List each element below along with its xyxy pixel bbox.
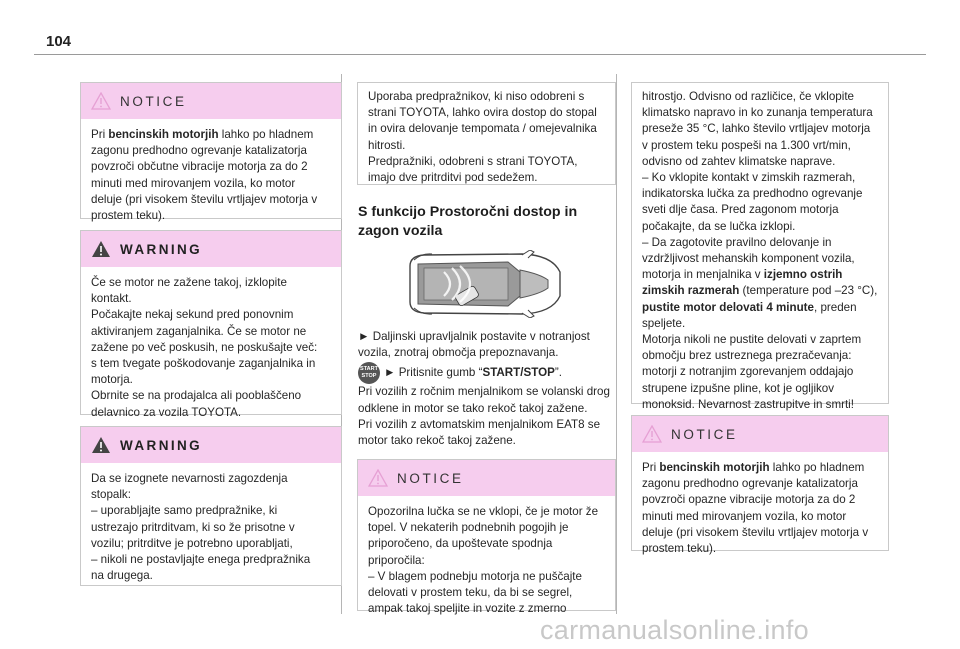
warning-text-line: Da se izognete nevarnosti zagozdenja <box>91 472 288 485</box>
notice-text-bold: bencinskih motorjih <box>659 461 770 474</box>
top-rule <box>34 54 926 55</box>
notice-continued-line: območju brez ustreznega prezračevanja: <box>642 349 852 363</box>
warning-header <box>81 231 341 267</box>
warning-text-line: motorja. <box>91 373 133 387</box>
warning-title: WARNING <box>120 437 203 453</box>
instruction-line: Pri vozilih z avtomatskim menjalnikom EAT8 se <box>358 417 601 431</box>
notice-text-line: zagonu predhodno ogrevanje katalizatorja <box>642 477 858 491</box>
notice-text-line: – V blagem podnebju motorja ne puščajte <box>368 569 582 583</box>
notice-text <box>358 496 615 617</box>
warning-text-line: delavnico za vozila TOYOTA. <box>91 405 242 419</box>
watermark: carmanualsonline.info <box>540 615 809 645</box>
warning-header <box>81 427 341 463</box>
section-title <box>358 203 577 241</box>
notice-continued-line: odvisno od zahtev klimatske naprave. <box>642 154 836 168</box>
notice-continued-line: hitrostjo. Odvisno od različice, če vklopite <box>642 90 854 103</box>
notice-continued-line: – Ko vklopite kontakt v zimskih razmerah, <box>642 171 856 185</box>
notice-text-prefix: Pri <box>642 461 660 474</box>
notice-triangle-icon <box>642 425 662 443</box>
warning-text-line: Počakajte nekaj sekund pred ponovnim <box>91 308 294 322</box>
instruction-step-2 <box>358 362 620 384</box>
mixed-bold: izjemno ostrih <box>763 268 843 282</box>
notice-text-line: topel. V nekaterih podnebnih pogojih je <box>368 521 569 535</box>
notice-continued-line <box>642 283 878 299</box>
notice-text-line: delovati v prostem teku, da bi se segrel, <box>368 586 573 600</box>
notice-continued-line: preseže 35 °C, lahko število vrtljajev motorja <box>642 122 871 136</box>
notice-header <box>358 460 615 496</box>
page-number: 104 <box>46 33 72 50</box>
warning-triangle-icon <box>91 240 111 258</box>
mixed-text: (temperature pod –23 °C), <box>739 284 878 298</box>
mixed-text: motorja in menjalnika v <box>642 268 764 282</box>
warning-text-line: kontakt. <box>91 292 132 306</box>
warning-text-line: na drugega. <box>91 569 153 583</box>
notice-text-line: lahko po hladnem <box>769 461 865 474</box>
stop-label: STOP <box>361 373 377 380</box>
section-title-line: S funkcijo Prostoročni dostop in <box>358 204 578 220</box>
notice-continued-text <box>632 83 888 413</box>
notice-header <box>81 83 341 119</box>
warning-box-1 <box>80 230 342 419</box>
instruction-line: motor tako rekoč takoj zažene. <box>358 434 516 448</box>
notice-text-line: deluje (pri visokem številu vrtljajev motorja v <box>91 192 318 206</box>
notice-continued-box <box>631 82 889 411</box>
notice-text-line: Opozorilna lučka se ne vklopi, če je motor že <box>368 505 599 518</box>
instruction-line: Pri vozilih z ročnim menjalnikom se volanski drog <box>358 385 610 399</box>
notice-text-line: minuti med mirovanjem vozila, ko motor <box>91 176 296 190</box>
floor-mats-box <box>357 82 616 185</box>
step-2-prefix: ► Pritisnite gumb “ <box>384 366 483 380</box>
floor-mats-line: Predpražniki, odobreni s strani TOYOTA, <box>368 154 578 168</box>
notice-text-line: minuti med mirovanjem vozila, ko motor <box>642 509 847 523</box>
mixed-text: , preden <box>814 300 857 314</box>
car-top-view-illustration <box>402 250 564 318</box>
notice-text-line: priporočeno, da upoštevate spodnja <box>368 537 553 551</box>
warning-text-line: stopalk: <box>91 488 131 502</box>
notice-continued-line: speljete. <box>642 316 686 330</box>
warning-text-line: – nikoli ne postavljajte enega predpražnika <box>91 553 311 567</box>
floor-mats-line: hitrosti. <box>368 138 406 152</box>
notice-continued-line: monoksid. Nevarnost zastrupitve in smrti! <box>642 397 854 411</box>
notice-box-1 <box>80 82 342 223</box>
notice-continued-line: klimatsko napravo in ko zunanja temperatura <box>642 106 873 120</box>
notice-text-line: deluje (pri visokem številu vrtljajev motorja v <box>642 525 869 539</box>
notice-continued-line: v prostem teku pospeši na 1.300 vrt/min, <box>642 138 851 152</box>
notice-title: NOTICE <box>120 93 187 109</box>
mixed-bold: zimskih razmerah <box>642 284 740 298</box>
notice-text-line: ampak takoj speljite in vozite z zmerno <box>368 602 567 616</box>
notice-text-line: povzroči občutne vibracije motorja za do 2 <box>91 160 308 174</box>
warning-text-line: Obrnite se na prodajalca ali pooblaščeno <box>91 389 302 403</box>
warning-text-line: vozilu; pritrditve je potrebno uporabljati, <box>91 536 293 550</box>
notice-continued-line: vzdržljivost mehanskih komponent vozila, <box>642 252 855 266</box>
warning-text-line: zažene po več poskusih, ne poskušajte več: <box>91 340 318 354</box>
start-instructions <box>358 329 620 449</box>
step-2-bold: START/STOP <box>482 366 555 380</box>
warning-text-line: – uporabljajte samo predpražnike, ki <box>91 504 278 518</box>
notice-continued-line: počakajte, da se lučka izklopi. <box>642 219 796 233</box>
instruction-line: odklene in motor se tako rekoč takoj zažene. <box>358 401 588 415</box>
notice-text-line: lahko po hladnem <box>218 128 314 141</box>
notice-text-line: zagonu predhodno ogrevanje katalizatorja <box>91 144 307 158</box>
notice-text-prefix: Pri <box>91 128 109 141</box>
instruction-step-1: ► Daljinski upravljalnik postavite v notranjost <box>358 330 590 343</box>
notice-text-line: prostem teku). <box>91 209 166 223</box>
start-stop-button-icon <box>358 362 380 384</box>
step-2-suffix: ”. <box>554 366 562 380</box>
notice-box-3 <box>631 415 889 556</box>
notice-header <box>632 416 888 452</box>
notice-text-line: priporočila: <box>368 553 425 567</box>
warning-text <box>81 267 341 421</box>
section-title-line: zagon vozila <box>358 223 443 239</box>
notice-text-bold: bencinskih motorjih <box>108 128 219 141</box>
warning-text-line: aktiviranjem zaganjalnika. Če se motor ne <box>91 324 307 338</box>
notice-box-2 <box>357 459 616 616</box>
instruction-step-1-cont: vozila, znotraj območja prepoznavanja. <box>358 346 559 360</box>
floor-mats-text <box>358 83 615 186</box>
floor-mats-line: strani TOYOTA, lahko ovira dostop do stopal <box>368 106 597 120</box>
warning-title: WARNING <box>120 241 203 257</box>
notice-continued-line: – Da zagotovite pravilno delovanje in <box>642 235 832 249</box>
notice-text-line: povzroči opazne vibracije motorja za do 2 <box>642 493 856 507</box>
notice-text-line: prostem teku). <box>642 542 717 556</box>
floor-mats-line: imajo dve pritrditvi pod sedežem. <box>368 171 538 185</box>
notice-title: NOTICE <box>671 426 738 442</box>
notice-text <box>81 119 341 224</box>
notice-triangle-icon <box>368 469 388 487</box>
warning-text <box>81 463 341 584</box>
notice-continued-line <box>642 267 878 283</box>
notice-text <box>632 452 888 557</box>
notice-title: NOTICE <box>397 470 464 486</box>
notice-continued-line: motorji z notranjim zgorevanjem oddajajo <box>642 365 854 379</box>
start-label: START <box>360 366 378 373</box>
floor-mats-line: in ovira delovanje tempomata / omejevalnika <box>368 122 597 136</box>
warning-text-line: ustrezajo pritrditvam, ki so že prisotne v <box>91 520 295 534</box>
notice-continued-line: indikatorska lučka za predhodno ogrevanje <box>642 187 863 201</box>
warning-triangle-icon <box>91 436 111 454</box>
warning-text-line: Če se motor ne zažene takoj, izklopite <box>91 276 287 289</box>
mixed-bold: pustite motor delovati 4 minute <box>642 300 814 314</box>
notice-continued-line: strupene izpušne pline, kot je ogljikov <box>642 381 835 395</box>
warning-box-2 <box>80 426 342 586</box>
warning-text-line: s tem tvegate poškodovanje zaganjalnika in <box>91 357 316 371</box>
notice-continued-line: sveti dlje časa. Pred zagonom motorja <box>642 203 839 217</box>
notice-continued-line <box>642 300 878 316</box>
floor-mats-line: Uporaba predpražnikov, ki niso odobreni s <box>368 90 585 103</box>
notice-continued-line: Motorja nikoli ne pustite delovati v zaprtem <box>642 333 862 347</box>
notice-triangle-icon <box>91 92 111 110</box>
